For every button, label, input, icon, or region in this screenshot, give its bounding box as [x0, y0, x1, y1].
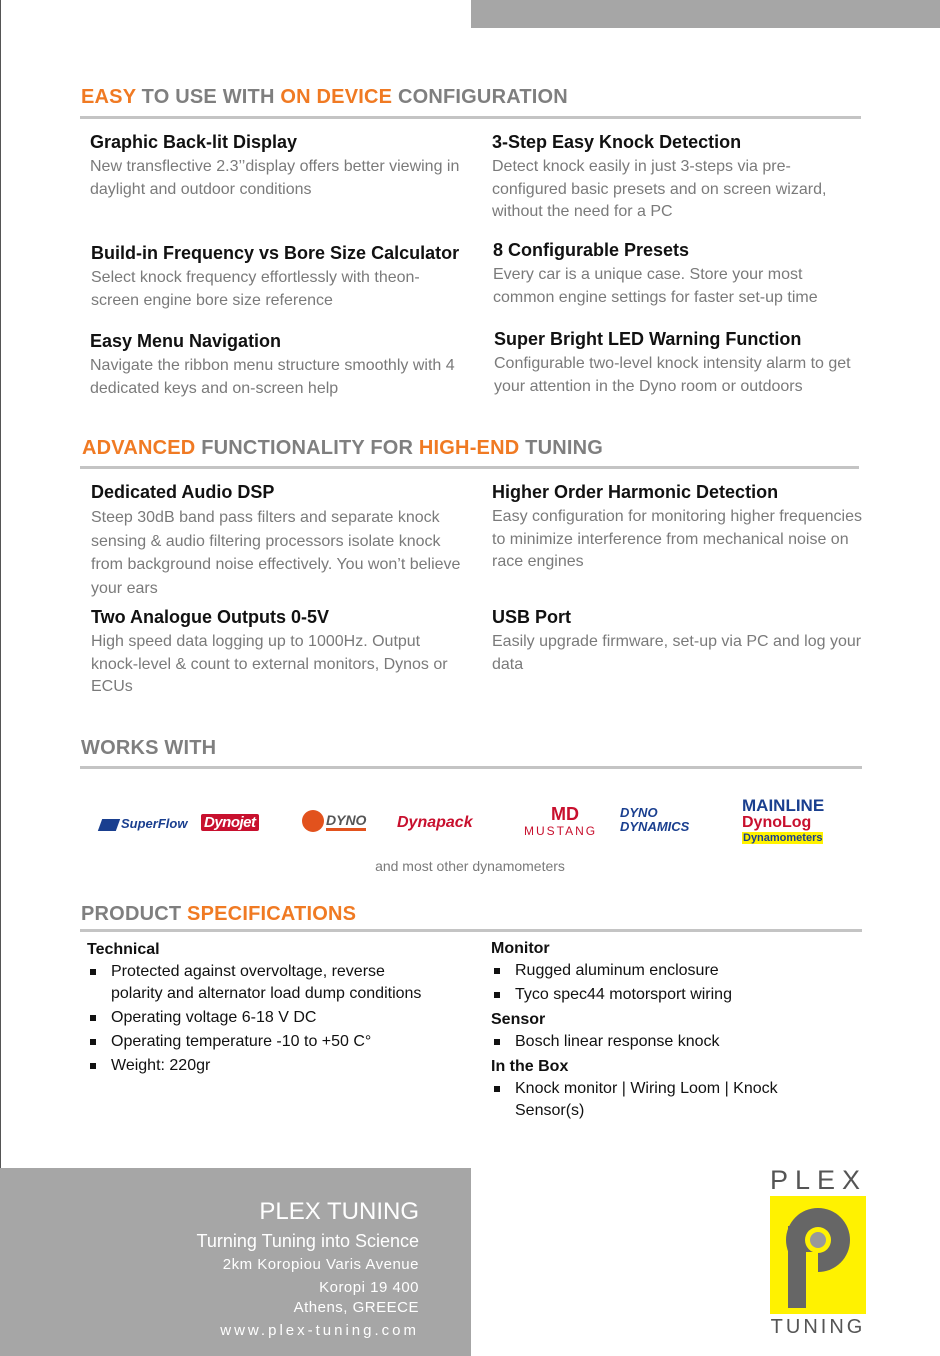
feature-presets: [493, 239, 863, 309]
logo-text: Dynojet: [201, 814, 259, 831]
feature-usb-port: [492, 606, 862, 676]
feature-title: 8 Configurable Presets: [493, 240, 690, 260]
section-title-easy: [81, 86, 568, 109]
title-highlight: ADVANCED: [82, 437, 196, 459]
logo-text: SuperFlow: [121, 816, 188, 831]
feature-text: Select knock frequency effortlessly with theon-screen engine bore size reference: [91, 269, 420, 309]
title-highlight: HIGH-END: [418, 437, 520, 459]
section-title-specifications: [81, 903, 356, 926]
logos-caption: and most other dynamometers: [375, 858, 565, 874]
spec-list: [491, 1078, 836, 1122]
feature-title: Two Analogue Outputs 0-5V: [91, 607, 329, 627]
logo-top-text: PLEX: [770, 1165, 868, 1195]
section-rule: [80, 766, 862, 769]
dynojet-logo: [201, 814, 259, 831]
spec-heading: In the Box: [491, 1058, 569, 1075]
footer-panel: [0, 1168, 471, 1356]
dynolog-logo: [742, 814, 811, 832]
spec-item: Protected against overvoltage, reverse polarity and alternator load dump conditions: [87, 961, 432, 1005]
plex-tuning-logo: [770, 1164, 866, 1340]
feature-text: Navigate the ribbon menu structure smoothly with 4 dedicated keys and on-screen help: [90, 357, 455, 397]
spec-list: [491, 960, 836, 1006]
feature-title: Graphic Back-lit Display: [90, 132, 298, 152]
spec-heading: Sensor: [491, 1011, 546, 1028]
title-highlight: ON DEVICE: [280, 86, 393, 108]
dynamometers-logo: [742, 832, 823, 844]
feature-graphic-display: [90, 131, 470, 201]
logo-text: Dynapack: [397, 814, 473, 831]
feature-title: 3-Step Easy Knock Detection: [492, 132, 742, 152]
spec-item: Weight: 220gr: [87, 1055, 432, 1077]
feature-text: New transflective 2.3’’display offers better viewing in daylight and outdoor conditions: [90, 158, 460, 198]
logo-text: DynoLog: [742, 814, 812, 831]
section-rule: [80, 929, 862, 932]
title-text: TO USE WITH: [135, 86, 281, 108]
feature-menu-navigation: [90, 330, 460, 400]
feature-title: USB Port: [492, 607, 572, 627]
section-rule: [80, 466, 859, 469]
superflow-mark-icon: [98, 819, 120, 831]
feature-title: Super Bright LED Warning Function: [494, 329, 802, 349]
spec-item: Rugged aluminum enclosure: [491, 960, 836, 982]
dyno-logo-strip: [96, 792, 856, 848]
section-title-advanced: [82, 437, 603, 460]
feature-text: Easily upgrade firmware, set-up via PC and log your data: [492, 633, 862, 673]
feature-text: Detect knock easily in just 3-steps via pre-configured basic presets and on screen wizard, without the need for a PC: [492, 158, 827, 220]
dynapack-logo: [397, 814, 473, 832]
website-link[interactable]: www.plex-tuning.com: [220, 1322, 419, 1339]
title-highlight: EASY: [81, 86, 136, 108]
dyno-dynamics-logo: [620, 806, 730, 834]
title-text: FUNCTIONALITY FOR: [195, 437, 419, 459]
title-text: TUNING: [519, 437, 604, 459]
feature-knock-detection: [492, 131, 862, 224]
feature-bore-calculator: [91, 242, 463, 312]
logo-text: Dynamometers: [743, 832, 823, 844]
page-left-border: [0, 0, 1, 1356]
feature-title: Higher Order Harmonic Detection: [492, 482, 779, 502]
spec-item: Knock monitor | Wiring Loom | Knock Sensor(s): [491, 1078, 836, 1122]
logo-text: DYNO DYNAMICS: [620, 805, 690, 834]
feature-text: Steep 30dB band pass filters and separate knock sensing & audio filtering processors isolate knock from background noise effectively. You won’t believe your ears: [91, 509, 461, 597]
spec-item: Operating voltage 6-18 V DC: [87, 1007, 432, 1029]
logo-text: MUSTANG: [524, 824, 598, 838]
md-logo: [551, 804, 579, 825]
title-text: PRODUCT: [81, 903, 182, 925]
mustang-logo: [524, 824, 597, 838]
dyno-circle-icon: [302, 810, 324, 832]
superflow-logo: [100, 816, 187, 831]
logo-bottom-text: TUNING: [770, 1316, 866, 1338]
address-line: 2km Koropiou Varis Avenue: [222, 1256, 419, 1273]
feature-audio-dsp: [91, 481, 461, 600]
feature-text: High speed data logging up to 1000Hz. Output knock-level & count to external monitors, Dynos or ECUs: [91, 633, 448, 695]
address-line: Athens, GREECE: [293, 1299, 419, 1316]
feature-title: Dedicated Audio DSP: [91, 482, 275, 502]
spec-heading: Monitor: [491, 940, 550, 957]
p-mark-icon: [770, 1196, 866, 1314]
address-line: Koropi 19 400: [319, 1279, 419, 1296]
feature-text: Configurable two-level knock intensity alarm to get your attention in the Dyno room or outdoors: [494, 355, 851, 395]
company-tagline: Turning Tuning into Science: [196, 1231, 419, 1251]
feature-title: Easy Menu Navigation: [90, 331, 282, 351]
spec-item: Tyco spec44 motorsport wiring: [491, 984, 836, 1006]
specs-monitor: [491, 937, 836, 1124]
feature-text: Every car is a unique case. Store your most common engine settings for faster set-up time: [493, 266, 818, 306]
spec-item: Operating temperature -10 to +50 C°: [87, 1031, 432, 1053]
dyno-inhouse-logo: [302, 810, 366, 832]
logo-text: MD: [551, 804, 579, 824]
feature-analogue-outputs: [91, 606, 463, 699]
logo-text: MAINLINE: [742, 796, 825, 815]
mainline-logo: [742, 796, 824, 816]
spec-list: [87, 961, 432, 1077]
feature-harmonic-detection: [492, 481, 862, 574]
section-rule: [80, 116, 861, 119]
spec-item: Bosch linear response knock: [491, 1031, 836, 1053]
spec-heading: Technical: [87, 941, 160, 958]
feature-title: Build-in Frequency vs Bore Size Calculator: [91, 243, 460, 263]
spec-list: [491, 1031, 836, 1053]
feature-text: Easy configuration for monitoring higher frequencies to minimize interference from mechanical noise on race engines: [492, 508, 862, 570]
section-title-works-with: WORKS WITH: [81, 737, 217, 759]
specs-technical: [87, 938, 432, 1079]
feature-led-warning: [494, 328, 866, 398]
title-text: CONFIGURATION: [392, 86, 568, 108]
title-highlight: SPECIFICATIONS: [181, 903, 357, 925]
company-name: PLEX TUNING: [259, 1198, 419, 1225]
top-gray-bar: [471, 0, 940, 28]
logo-text: DYNO: [326, 812, 366, 831]
logo-yellow-box: [770, 1196, 866, 1314]
